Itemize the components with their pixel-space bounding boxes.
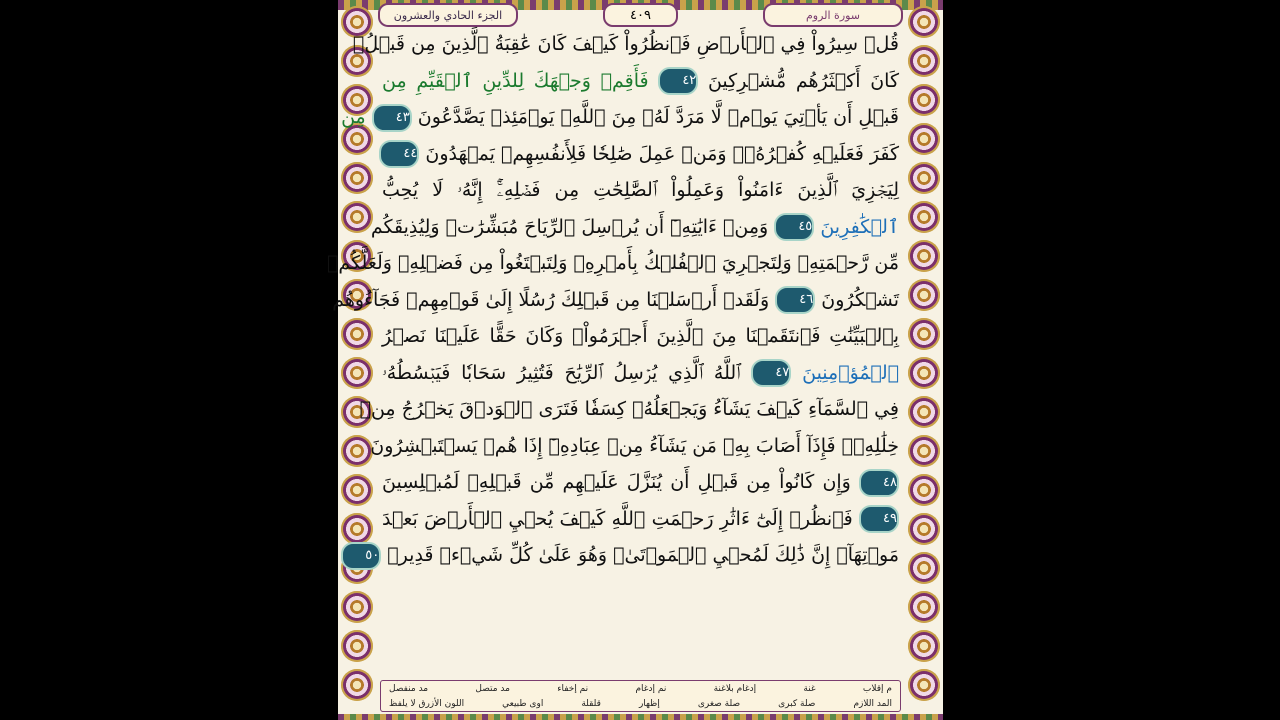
ornament-icon: [908, 357, 940, 389]
legend-row: [387, 684, 894, 694]
legend-item: صلة صغرى: [697, 698, 741, 709]
legend-item: صلة كبرى: [778, 698, 816, 709]
tajweed-legend: [380, 680, 901, 712]
ayah-marker: ٤٩: [859, 505, 899, 533]
ornament-icon: [908, 6, 940, 38]
ornament-icon: [908, 162, 940, 194]
ayah-marker: ٤٣: [372, 104, 412, 132]
legend-item: إظهار: [638, 698, 660, 709]
surah-name: سورة الروم: [763, 3, 903, 27]
ornament-icon: [908, 513, 940, 545]
ornament-icon: [341, 318, 373, 350]
text-line: كَفَرَ فَعَلَيۡهِ كُفۡرُهُۥۖ وَمَنۡ عَمِلَ صَٰلِحٗا فَلِأَنفُسِهِمۡ يَمۡهَدُونَ ٤٤: [382, 136, 899, 173]
page-header: [378, 2, 903, 28]
ornament-icon: [341, 591, 373, 623]
frame-right-ornaments: [905, 0, 943, 720]
ornament-icon: [908, 84, 940, 116]
ornament-icon: [908, 396, 940, 428]
ayah-marker: ٤٧: [751, 359, 791, 387]
ornament-icon: [341, 669, 373, 701]
ornament-icon: [908, 591, 940, 623]
ayah-marker: ٤٢: [658, 67, 698, 95]
ornament-icon: [908, 669, 940, 701]
legend-item: اللون الأزرق لا يلفظ: [389, 698, 465, 709]
text-line: ٱلۡكَٰفِرِينَ ٤٥ وَمِنۡ ءَايَٰتِهِۦٓ أَن يُرۡسِلَ ٱلرِّيَاحَ مُبَشِّرَٰتٖ وَلِيُذِيقَكُم: [382, 209, 899, 246]
ayah-marker: ٥٠: [341, 542, 381, 570]
ornament-icon: [341, 357, 373, 389]
text-line: لِيَجۡزِيَ ٱلَّذِينَ ءَامَنُواْ وَعَمِلُواْ ٱلصَّٰلِحَٰتِ مِن فَضۡلِهِۦٓۚ إِنَّهُۥ لَا يُحِبُّ: [382, 179, 899, 201]
ornament-icon: [341, 435, 373, 467]
page-number: ٤٠٩: [603, 3, 678, 27]
ornament-icon: [908, 435, 940, 467]
text-line: قَبۡلِ أَن يَأۡتِيَ يَوۡمٞ لَّا مَرَدَّ لَهُۥ مِنَ ٱللَّهِۖ يَوۡمَئِذٖ يَصَّدَّعُونَ ٤٣ مِن: [382, 99, 899, 136]
ornament-icon: [908, 630, 940, 662]
text-line: ٤٨ وَإِن كَانُواْ مِن قَبۡلِ أَن يُنَزَّلَ عَلَيۡهِم مِّن قَبۡلِهِۦ لَمُبۡلِسِينَ: [382, 464, 899, 501]
quran-text: [327, 26, 900, 666]
text-line: كَانَ أَكۡثَرُهُم مُّشۡرِكِينَ ٤٢ فَأَقِمۡ وَجۡهَكَ لِلدِّينِ ٱلۡقَيِّمِ مِن: [382, 63, 899, 100]
ornament-icon: [341, 630, 373, 662]
text-line: تَشۡكُرُونَ ٤٦ وَلَقَدۡ أَرۡسَلۡنَا مِن قَبۡلِكَ رُسُلًا إِلَىٰ قَوۡمِهِمۡ فَجَآءُوهُم: [382, 282, 899, 319]
legend-item: م إقلاب: [862, 683, 892, 694]
text-line: ٱلۡمُؤۡمِنِينَ ٤٧ ٱللَّهُ ٱلَّذِي يُرۡسِلُ ٱلرِّيَٰحَ فَتُثِيرُ سَحَابٗا فَيَبۡسُطُهُۥ: [382, 355, 899, 392]
legend-item: قلقلة: [581, 698, 601, 709]
ornament-icon: [908, 45, 940, 77]
ornament-icon: [908, 474, 940, 506]
frame-bottom-border: [338, 714, 943, 720]
ornament-icon: [341, 201, 373, 233]
legend-item: نم إدغام: [635, 683, 667, 694]
ornament-icon: [908, 240, 940, 272]
legend-item: غنة: [803, 683, 816, 694]
mushaf-page: [327, 0, 943, 720]
text-line: ٤٩ فَٱنظُرۡ إِلَىٰٓ ءَاثَٰرِ رَحۡمَتِ ٱللَّهِ كَيۡفَ يُحۡيِ ٱلۡأَرۡضَ بَعۡدَ: [382, 501, 899, 538]
text-line: خِلَٰلِهِۦۖ فَإِذَآ أَصَابَ بِهِۦ مَن يَشَآءُ مِنۡ عِبَادِهِۦٓ إِذَا هُمۡ يَسۡتَبۡشِرُونَ: [370, 434, 899, 457]
ayah-marker: ٤٤: [379, 140, 419, 168]
ornament-icon: [908, 318, 940, 350]
legend-item: المد اللازم: [853, 698, 892, 709]
text-line: قُلۡ سِيرُواْ فِي ٱلۡأَرۡضِ فَٱنظُرُواْ كَيۡفَ كَانَ عَٰقِبَةُ ٱلَّذِينَ مِن قَبۡلُۚ: [352, 33, 899, 55]
text-line: بِٱلۡبَيِّنَٰتِ فَٱنتَقَمۡنَا مِنَ ٱلَّذِينَ أَجۡرَمُواْۖ وَكَانَ حَقًّا عَلَيۡنَا نَصۡرُ: [382, 325, 899, 347]
ornament-icon: [341, 474, 373, 506]
ornament-icon: [341, 162, 373, 194]
legend-item: مد متصل: [475, 683, 510, 694]
legend-item: اوى طبيعي: [502, 698, 544, 709]
ornament-icon: [908, 201, 940, 233]
text-line: مَوۡتِهَآۚ إِنَّ ذَٰلِكَ لَمُحۡيِ ٱلۡمَوۡتَىٰۖ وَهُوَ عَلَىٰ كُلِّ شَيۡءٖ قَدِيرٞ ٥٠: [382, 537, 899, 574]
legend-item: نم إخفاء: [557, 683, 589, 694]
text-line: مِّن رَّحۡمَتِهِۦ وَلِتَجۡرِيَ ٱلۡفُلۡكُ بِأَمۡرِهِۦ وَلِتَبۡتَغُواْ مِن فَضۡلِهِۦ وَلَعَلَّكُمۡ: [327, 252, 899, 274]
ornament-icon: [908, 552, 940, 584]
ornament-icon: [908, 123, 940, 155]
ayah-marker: ٤٦: [775, 286, 815, 314]
legend-item: مد منفصل: [389, 683, 429, 694]
text-line: فِي ٱلسَّمَآءِ كَيۡفَ يَشَآءُ وَيَجۡعَلُهُۥ كِسَفٗا فَتَرَى ٱلۡوَدۡقَ يَخۡرُجُ مِنۡ: [359, 398, 899, 420]
juz-label: الجزء الحادي والعشرون: [378, 3, 518, 27]
ayah-marker: ٤٨: [859, 469, 899, 497]
ornament-icon: [908, 279, 940, 311]
ayah-marker: ٤٥: [774, 213, 814, 241]
legend-row: [387, 699, 894, 709]
legend-item: إدغام بلاغنة: [713, 683, 757, 694]
